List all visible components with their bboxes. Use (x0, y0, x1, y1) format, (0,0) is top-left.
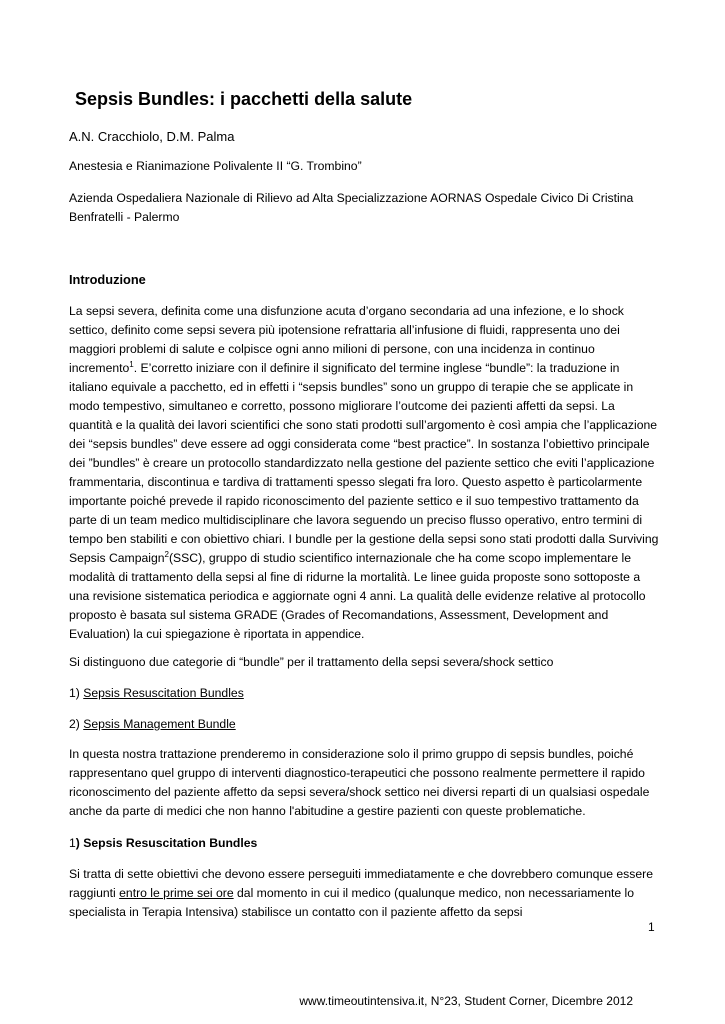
section-1-text-part-2: dal momento in cui il medico (qualunque medico, non necessariamente lo specialista in Terapia Intensiva) stabilisce un contatto con il paziente affetto da sepsi (69, 886, 635, 919)
intro-text-part-2: . E’corretto iniziare con il definire il significato del termine inglese “bundle”: la traduzione in italiano equivale a pacchetto, ed in effetti i “sepsis bundles” sono un gruppo di terapie che se applicate in modo tempestivo, simultaneo e corretto, possono migliorare l’outcome dei pazienti affetti da sepsi. La quantità e la qualità dei lavori scientifici che sono stati prodotti sull’argomento è così ampia che l’applicazione dei “sepsis bundles” deve essere ad oggi considerata come “best practice”. In sostanza l’obiettivo principale dei ”bundles” è creare un protocollo standardizzato nella gestione del paziente settico che eviti l’applicazione frammentaria, discontinua e tardiva di trattamenti spesso slegati fra loro. Questo aspetto è particolarmente importante poiché prevede il rapido riconoscimento del paziente settico e il suo tempestivo trattamento da parte di un team medico multidisciplinare che lavora seguendo un preciso flusso operativo, entro termini di tempo ben stabiliti e con obiettivo chiari. I bundle per la gestione della sepsi sono stati prodotti dalla Surviving Sepsis Campaign (69, 361, 659, 565)
page-number: 1 (648, 920, 655, 934)
categories-paragraph: Si distinguono due categorie di “bundle” per il trattamento della sepsi severa/shock settico (69, 655, 554, 669)
page-footer: www.timeoutintensiva.it, N°23, Student Corner, Dicembre 2012 (299, 994, 633, 1008)
reference-1: 1 (129, 359, 134, 369)
section-1-title: ) Sepsis Resuscitation Bundles (75, 836, 258, 850)
focus-paragraph: In questa nostra trattazione prenderemo in considerazione solo il primo gruppo di sepsis bundles, poiché rappresentano quel gruppo di interventi diagnostico-terapeutici che possono realmente permettere il rapido riconoscimento del paziente affetto da sepsi severa/shock settico nei diversi reparti di un qualsiasi ospedale anche da parte di medici che non hanno l'abitudine a gestire pazienti con queste problematiche. (69, 747, 650, 818)
section-1-number: 1 (69, 836, 76, 850)
introduction-heading: Introduzione (69, 272, 146, 287)
section-1-heading (69, 834, 659, 853)
category-item-1-label: Sepsis Resuscitation Bundles (83, 686, 244, 700)
authors: A.N. Cracchiolo, D.M. Palma (69, 129, 235, 144)
category-item-2 (69, 715, 659, 734)
category-item-2-label: Sepsis Management Bundle (83, 717, 236, 731)
section-1-paragraph (69, 865, 659, 922)
category-item-1 (69, 684, 659, 703)
intro-text-part-1: La sepsi severa, definita come una disfunzione acuta d’organo secondaria ad una infezione, e lo shock settico, definito come sepsi severa più ipotensione refrattaria all’infusione di fluidi, rappresenta uno dei maggiori problemi di salute e colpisce ogni anno milioni di persone, con una incidenza in continuo incremento (69, 304, 624, 375)
category-item-1-number: 1) (69, 686, 84, 700)
department: Anestesia e Rianimazione Polivalente II “G. Trombino” (69, 159, 362, 173)
page-title: Sepsis Bundles: i pacchetti della salute (75, 89, 413, 109)
section-1-text-part-1: Si tratta di sette obiettivi che devono essere perseguiti immediatamente e che dovrebbero comunque essere raggiunti (69, 867, 653, 900)
section-1-emphasis: entro le prime sei ore (119, 886, 234, 900)
hospital-affiliation: Azienda Ospedaliera Nazionale di Rilievo ad Alta Specializzazione AORNAS Ospedale Civico Di Cristina Benfratelli - Palermo (69, 191, 634, 224)
category-item-2-number: 2) (69, 717, 84, 731)
introduction-paragraph (69, 302, 659, 644)
reference-2: 2 (164, 549, 169, 559)
intro-text-part-3: (SSC), gruppo di studio scientifico internazionale che ha come scopo implementare le modalità di trattamento della sepsi al fine di ridurne la mortalità. Le linee guida proposte sono sottoposte a una revisione sistematica periodica e aggiornate ogni 4 anni. La qualità delle evidenze relative al protocollo proposto è basata sul sistema GRADE (Grades of Recomandations, Assessment, Development and Evaluation) la cui spiegazione è riportata in appendice. (69, 551, 646, 641)
